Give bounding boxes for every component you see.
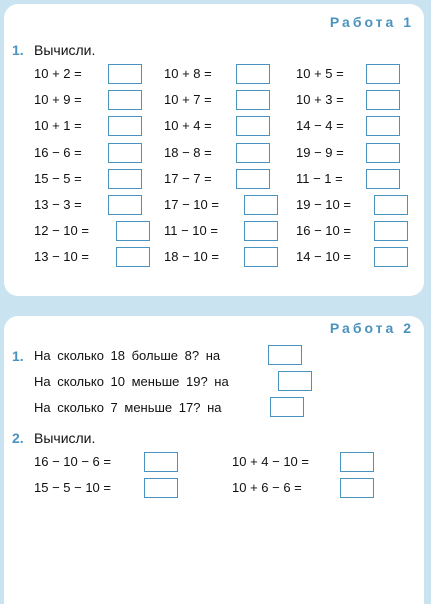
answer-box[interactable] <box>236 169 270 189</box>
answer-box[interactable] <box>244 247 278 267</box>
exercise: 12 − 10 = <box>34 223 89 238</box>
answer-box[interactable] <box>144 478 178 498</box>
answer-box[interactable] <box>108 169 142 189</box>
answer-box[interactable] <box>244 195 278 215</box>
answer-box[interactable] <box>340 452 374 472</box>
expression: 10 + 4 − 10 = <box>232 454 309 469</box>
exercise: 15 − 5 = <box>34 171 82 186</box>
answer-box[interactable] <box>374 247 408 267</box>
exercise: 16 − 10 = <box>296 223 351 238</box>
task-1-number: 1. <box>12 348 24 364</box>
work-2-title: Работа 2 <box>329 320 414 336</box>
task-1-number: 1. <box>12 42 24 58</box>
question: На сколько 18 больше 8? на <box>34 348 221 363</box>
answer-box[interactable] <box>236 116 270 136</box>
answer-box[interactable] <box>278 371 312 391</box>
work-2-card <box>4 316 424 604</box>
task-2-title: Вычисли. <box>34 430 96 446</box>
exercise: 13 − 10 = <box>34 249 89 264</box>
answer-box[interactable] <box>236 64 270 84</box>
answer-box[interactable] <box>108 195 142 215</box>
answer-box[interactable] <box>108 143 142 163</box>
work-1-card <box>4 4 424 296</box>
exercise: 10 + 1 = <box>34 118 82 133</box>
exercise: 14 − 4 = <box>296 118 344 133</box>
exercise: 14 − 10 = <box>296 249 351 264</box>
question: На сколько 10 меньше 19? на <box>34 374 229 389</box>
work-1-title: Работа 1 <box>329 14 414 30</box>
answer-box[interactable] <box>108 116 142 136</box>
answer-box[interactable] <box>340 478 374 498</box>
exercise: 10 + 2 = <box>34 66 82 81</box>
answer-box[interactable] <box>244 221 278 241</box>
exercise: 18 − 8 = <box>164 145 212 160</box>
exercise: 11 − 1 = <box>296 171 343 186</box>
exercise: 10 + 9 = <box>34 92 82 107</box>
exercise: 18 − 10 = <box>164 249 219 264</box>
exercise: 10 + 5 = <box>296 66 344 81</box>
exercise: 19 − 9 = <box>296 145 344 160</box>
exercise: 10 + 4 = <box>164 118 212 133</box>
question: На сколько 7 меньше 17? на <box>34 400 222 415</box>
exercise: 19 − 10 = <box>296 197 351 212</box>
answer-box[interactable] <box>374 195 408 215</box>
exercise: 17 − 10 = <box>164 197 219 212</box>
answer-box[interactable] <box>268 345 302 365</box>
expression: 10 + 6 − 6 = <box>232 480 302 495</box>
exercise: 10 + 3 = <box>296 92 344 107</box>
answer-box[interactable] <box>374 221 408 241</box>
answer-box[interactable] <box>116 247 150 267</box>
answer-box[interactable] <box>108 64 142 84</box>
exercise: 10 + 7 = <box>164 92 212 107</box>
answer-box[interactable] <box>366 143 400 163</box>
task-2-number: 2. <box>12 430 24 446</box>
answer-box[interactable] <box>270 397 304 417</box>
answer-box[interactable] <box>236 143 270 163</box>
answer-box[interactable] <box>236 90 270 110</box>
expression: 16 − 10 − 6 = <box>34 454 111 469</box>
exercise: 13 − 3 = <box>34 197 82 212</box>
exercise: 11 − 10 = <box>164 223 218 238</box>
answer-box[interactable] <box>108 90 142 110</box>
answer-box[interactable] <box>366 90 400 110</box>
exercise: 16 − 6 = <box>34 145 82 160</box>
answer-box[interactable] <box>116 221 150 241</box>
answer-box[interactable] <box>366 116 400 136</box>
answer-box[interactable] <box>366 169 400 189</box>
exercise: 17 − 7 = <box>164 171 212 186</box>
task-1-title: Вычисли. <box>34 42 96 58</box>
answer-box[interactable] <box>144 452 178 472</box>
answer-box[interactable] <box>366 64 400 84</box>
exercise: 10 + 8 = <box>164 66 212 81</box>
expression: 15 − 5 − 10 = <box>34 480 111 495</box>
